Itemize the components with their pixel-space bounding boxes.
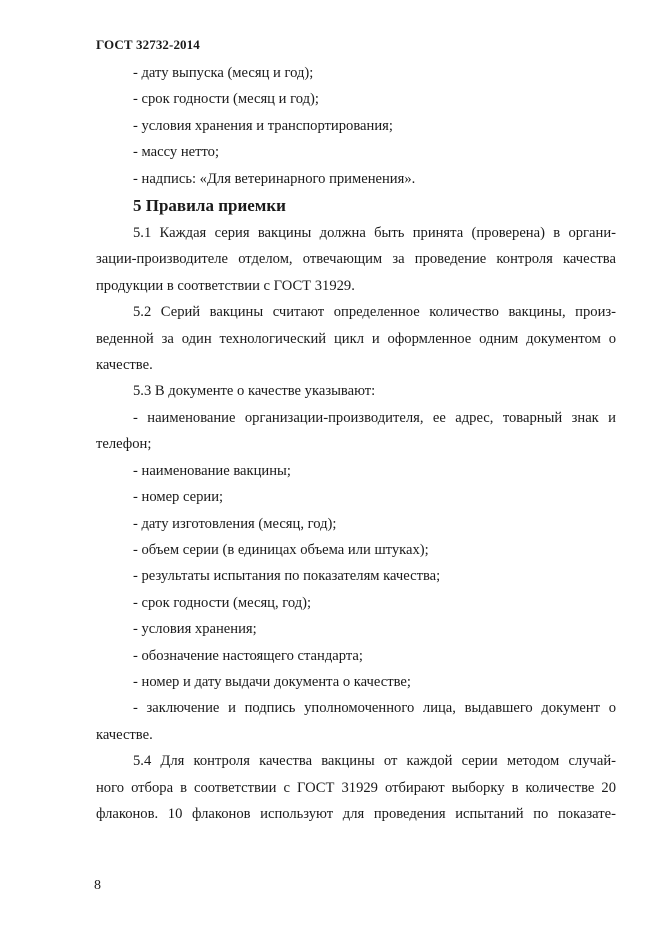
document-body [96, 60, 616, 827]
list-item: - надпись: «Для ветеринарного применения». [133, 170, 416, 187]
paragraph-line: ного отбора в соответствии с ГОСТ 31929 отбирают выборку в количестве 20 [96, 779, 616, 796]
document-header: ГОСТ 32732-2014 [96, 37, 200, 52]
list-item: - наименование вакцины; [133, 462, 291, 479]
list-item: - обозначение настоящего стандарта; [133, 647, 363, 664]
list-item: - срок годности (месяц, год); [133, 594, 312, 611]
list-item: - дату изготовления (месяц, год); [133, 515, 337, 532]
paragraph-line: веденной за один технологический цикл и оформленное одним документом о [96, 330, 616, 347]
list-item-continuation: качестве. [96, 726, 153, 743]
paragraph-line: 5.2 Серий вакцины считают определенное количество вакцины, произ- [133, 304, 616, 321]
paragraph-line: качестве. [96, 357, 153, 374]
list-item: - условия хранения и транспортирования; [133, 117, 393, 134]
list-item: - заключение и подпись уполномоченного лица, выдавшего документ о [133, 700, 616, 717]
paragraph-line: 5.3 В документе о качестве указывают: [133, 383, 376, 400]
paragraph-line: зации-производителе отделом, отвечающим за проведение контроля качества [96, 251, 616, 268]
list-item-continuation: телефон; [96, 436, 152, 453]
list-item: - условия хранения; [133, 621, 257, 638]
paragraph-line: 5.4 Для контроля качества вакцины от каждой серии методом случай- [133, 753, 616, 770]
list-item: - срок годности (месяц и год); [133, 91, 319, 108]
list-item: - дату выпуска (месяц и год); [133, 65, 314, 81]
list-item: - номер серии; [133, 489, 224, 506]
section-heading: 5 Правила приемки [133, 196, 286, 216]
list-item: - объем серии (в единицах объема или штуках); [133, 541, 429, 558]
page-number: 8 [94, 878, 101, 893]
list-item: - наименование организации-производителя, ее адрес, товарный знак и [133, 409, 616, 426]
list-item: - номер и дату выдачи документа о качестве; [133, 673, 411, 690]
paragraph-line: флаконов. 10 флаконов используют для проведения испытаний по показате- [96, 805, 616, 822]
paragraph-line: продукции в соответствии с ГОСТ 31929. [96, 277, 355, 294]
list-item: - массу нетто; [133, 144, 220, 161]
list-item: - результаты испытания по показателям качества; [133, 568, 441, 585]
paragraph-line: 5.1 Каждая серия вакцины должна быть принята (проверена) в органи- [133, 225, 616, 242]
